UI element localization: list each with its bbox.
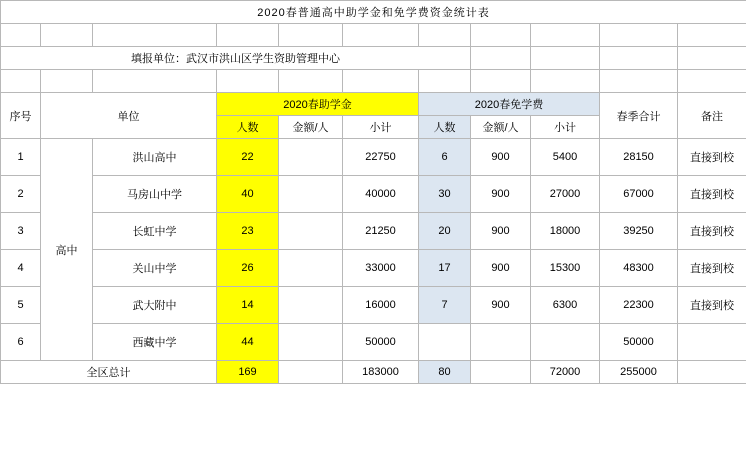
spacer-cell — [41, 70, 93, 93]
cell-index: 2 — [1, 176, 41, 213]
header-exempt-subtotal: 小计 — [531, 116, 600, 139]
cell-remark: 直接到校 — [678, 250, 746, 287]
cell-grant-people: 14 — [217, 287, 279, 324]
empty-cell — [678, 47, 746, 70]
reporting-unit-row — [1, 47, 746, 70]
cell-remark: 直接到校 — [678, 213, 746, 250]
spacer-row-2 — [1, 70, 746, 93]
cell-exempt-subtotal: 18000 — [531, 213, 600, 250]
empty-cell — [600, 47, 678, 70]
cell-total-grant-subtotal: 183000 — [343, 361, 419, 384]
cell-spring-total: 50000 — [600, 324, 678, 361]
table-row — [1, 176, 746, 213]
cell-exempt-amount-per: 900 — [471, 213, 531, 250]
cell-total-exempt-people: 80 — [419, 361, 471, 384]
cell-unit: 长虹中学 — [93, 213, 217, 250]
header-exempt-people: 人数 — [419, 116, 471, 139]
cell-total-exempt-amount-per — [471, 361, 531, 384]
cell-exempt-subtotal — [531, 324, 600, 361]
cell-exempt-amount-per: 900 — [471, 139, 531, 176]
page-title: 2020春普通高中助学金和免学费资金统计表 — [1, 1, 746, 24]
cell-unit: 洪山高中 — [93, 139, 217, 176]
header-exempt-amount-per: 金额/人 — [471, 116, 531, 139]
cell-grant-people: 22 — [217, 139, 279, 176]
cell-exempt-people: 17 — [419, 250, 471, 287]
cell-remark: 直接到校 — [678, 139, 746, 176]
cell-spring-total: 22300 — [600, 287, 678, 324]
table-row — [1, 287, 746, 324]
cell-index: 4 — [1, 250, 41, 287]
cell-exempt-people — [419, 324, 471, 361]
reporting-unit-label: 填报单位：武汉市洪山区学生资助管理中心 — [1, 47, 471, 70]
cell-index: 1 — [1, 139, 41, 176]
cell-remark: 直接到校 — [678, 287, 746, 324]
cell-grant-amount-per — [279, 213, 343, 250]
cell-grant-people: 26 — [217, 250, 279, 287]
header-remark: 备注 — [678, 93, 746, 139]
table-row — [1, 250, 746, 287]
cell-total-label: 全区总计 — [1, 361, 217, 384]
spacer-cell — [343, 24, 419, 47]
cell-grant-people: 44 — [217, 324, 279, 361]
cell-spring-total: 48300 — [600, 250, 678, 287]
header-unit: 单位 — [41, 93, 217, 139]
cell-index: 6 — [1, 324, 41, 361]
cell-index: 5 — [1, 287, 41, 324]
spacer-cell — [279, 24, 343, 47]
spacer-cell — [471, 70, 531, 93]
cell-exempt-amount-per: 900 — [471, 287, 531, 324]
cell-grant-subtotal: 22750 — [343, 139, 419, 176]
cell-exempt-people: 7 — [419, 287, 471, 324]
cell-exempt-subtotal: 15300 — [531, 250, 600, 287]
header-group-exemption: 2020春免学费 — [419, 93, 600, 116]
cell-grant-amount-per — [279, 139, 343, 176]
cell-spring-total: 39250 — [600, 213, 678, 250]
cell-exempt-amount-per: 900 — [471, 250, 531, 287]
cell-grant-subtotal: 40000 — [343, 176, 419, 213]
cell-remark: 直接到校 — [678, 176, 746, 213]
cell-exempt-amount-per: 900 — [471, 176, 531, 213]
cell-grant-subtotal: 21250 — [343, 213, 419, 250]
cell-total-remark — [678, 361, 746, 384]
header-grant-subtotal: 小计 — [343, 116, 419, 139]
cell-grant-amount-per — [279, 324, 343, 361]
cell-exempt-people: 30 — [419, 176, 471, 213]
spacer-cell — [1, 24, 41, 47]
empty-cell — [471, 47, 531, 70]
cell-unit: 武大附中 — [93, 287, 217, 324]
spacer-cell — [93, 24, 217, 47]
cell-total-grant-people: 169 — [217, 361, 279, 384]
cell-exempt-people: 20 — [419, 213, 471, 250]
spacer-cell — [678, 70, 746, 93]
cell-spring-total: 67000 — [600, 176, 678, 213]
spacer-cell — [471, 24, 531, 47]
cell-unit: 马房山中学 — [93, 176, 217, 213]
cell-unit: 西藏中学 — [93, 324, 217, 361]
cell-spring-total: 28150 — [600, 139, 678, 176]
spacer-cell — [531, 70, 600, 93]
cell-exempt-subtotal: 27000 — [531, 176, 600, 213]
header-grant-people: 人数 — [217, 116, 279, 139]
cell-exempt-people: 6 — [419, 139, 471, 176]
spacer-cell — [343, 70, 419, 93]
cell-grant-people: 40 — [217, 176, 279, 213]
cell-grant-amount-per — [279, 250, 343, 287]
cell-category: 高中 — [41, 139, 93, 361]
spacer-cell — [279, 70, 343, 93]
title-row — [1, 1, 746, 24]
spacer-cell — [419, 24, 471, 47]
spacer-cell — [678, 24, 746, 47]
table-row — [1, 213, 746, 250]
spacer-cell — [93, 70, 217, 93]
spacer-cell — [41, 24, 93, 47]
spacer-row-1 — [1, 24, 746, 47]
cell-grant-subtotal: 50000 — [343, 324, 419, 361]
cell-total-exempt-subtotal: 72000 — [531, 361, 600, 384]
header-group-grant: 2020春助学金 — [217, 93, 419, 116]
cell-unit: 关山中学 — [93, 250, 217, 287]
spacer-cell — [419, 70, 471, 93]
cell-total-grant-amount-per — [279, 361, 343, 384]
header-spring-total: 春季合计 — [600, 93, 678, 139]
cell-exempt-subtotal: 6300 — [531, 287, 600, 324]
spacer-cell — [531, 24, 600, 47]
header-index: 序号 — [1, 93, 41, 139]
table-row — [1, 324, 746, 361]
spacer-cell — [1, 70, 41, 93]
cell-exempt-subtotal: 5400 — [531, 139, 600, 176]
spacer-cell — [600, 70, 678, 93]
spacer-cell — [217, 24, 279, 47]
cell-grant-amount-per — [279, 176, 343, 213]
cell-total-spring-total: 255000 — [600, 361, 678, 384]
spacer-cell — [217, 70, 279, 93]
header-group-row — [1, 93, 746, 116]
header-grant-amount-per: 金额/人 — [279, 116, 343, 139]
cell-remark — [678, 324, 746, 361]
table-row — [1, 139, 746, 176]
cell-grant-subtotal: 33000 — [343, 250, 419, 287]
spacer-cell — [600, 24, 678, 47]
cell-grant-people: 23 — [217, 213, 279, 250]
cell-index: 3 — [1, 213, 41, 250]
empty-cell — [531, 47, 600, 70]
cell-grant-subtotal: 16000 — [343, 287, 419, 324]
cell-exempt-amount-per — [471, 324, 531, 361]
cell-grant-amount-per — [279, 287, 343, 324]
table-total-row — [1, 361, 746, 384]
